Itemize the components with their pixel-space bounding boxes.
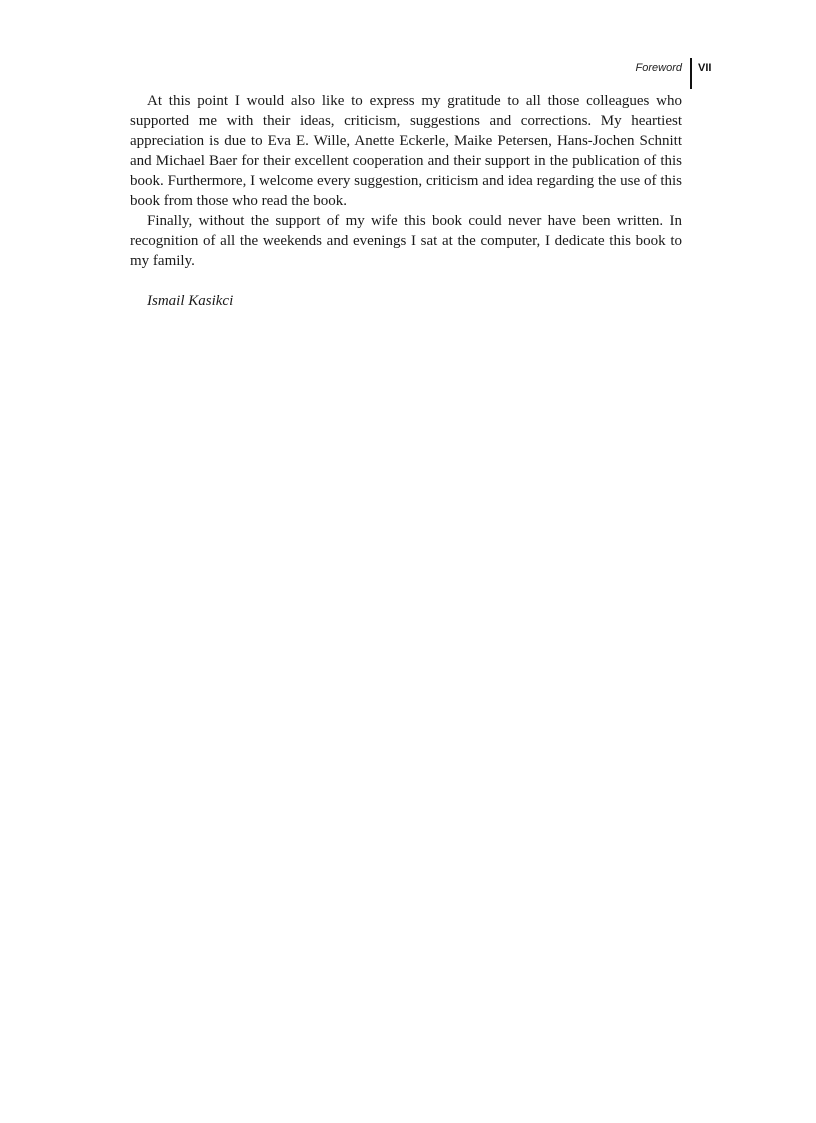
foreword-text (130, 91, 682, 311)
paragraph-dedication: Finally, without the support of my wife this book could never have been written. In recognition of all the weekends and evenings I sat at the computer, I dedicate this book to my family. (130, 213, 682, 269)
running-head-divider (690, 58, 692, 89)
author-signature: Ismail Kasikci (147, 293, 234, 309)
running-head-section-title: Foreword (635, 62, 682, 74)
page-number: VII (698, 62, 712, 74)
running-head (560, 58, 730, 92)
paragraph-acknowledgements: At this point I would also like to express my gratitude to all those colleagues who supported me with their ideas, criticism, suggestions and corrections. My heartiest appreciation is due to Eva E. Wille, Anette Eckerle, Maike Petersen, Hans-Jochen Schnitt and Michael Baer for their excellent cooperation and their support in the publication of this book. Furthermore, I welcome every suggestion, criticism and idea regarding the use of this book from those who read the book. (130, 93, 682, 209)
